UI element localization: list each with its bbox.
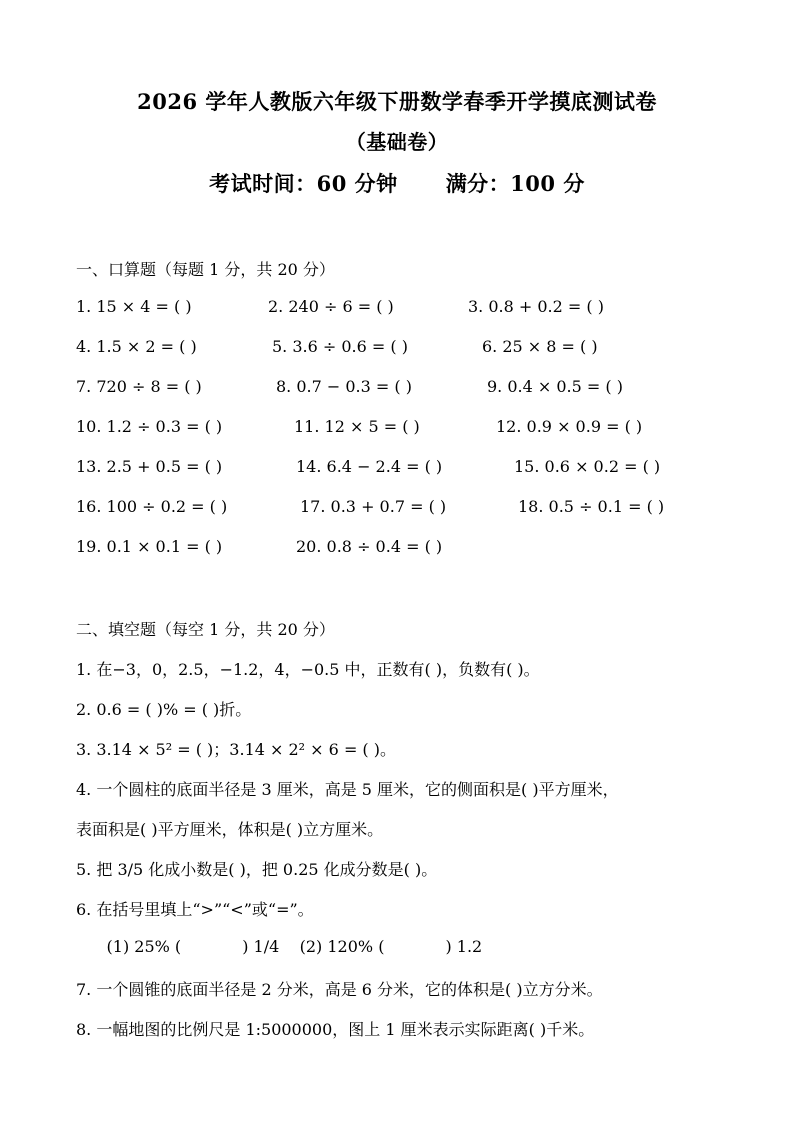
oral-question: 13. 2.5 + 0.5 = ( ) <box>76 457 223 476</box>
exam-time: 考试时间：60 分钟 <box>209 171 398 196</box>
oral-question: 16. 100 ÷ 0.2 = ( ) <box>76 497 228 516</box>
oral-question: 19. 0.1 × 0.1 = ( ) <box>76 537 223 556</box>
oral-question: 6. 25 × 8 = ( ) <box>482 337 598 356</box>
section-1-heading: 一、口算题（每题 1 分，共 20 分） <box>76 260 335 279</box>
fill-question: 7. 一个圆锥的底面半径是 2 分米，高是 6 分米，它的体积是( )立方分米。 <box>76 980 603 999</box>
exam-info <box>0 168 794 198</box>
fill-question: 4. 一个圆柱的底面半径是 3 厘米，高是 5 厘米，它的侧面积是( )平方厘米， <box>76 780 619 799</box>
fill-question: 3. 3.14 × 5² = ( )；3.14 × 2² × 6 = ( )。 <box>76 740 397 759</box>
oral-question: 15. 0.6 × 0.2 = ( ) <box>514 457 661 476</box>
oral-question: 7. 720 ÷ 8 = ( ) <box>76 377 202 396</box>
oral-question: 12. 0.9 × 0.9 = ( ) <box>496 417 643 436</box>
oral-question: 11. 12 × 5 = ( ) <box>294 417 420 436</box>
oral-question: 9. 0.4 × 0.5 = ( ) <box>487 377 623 396</box>
paper-title: 2026 学年人教版六年级下册数学春季开学摸底测试卷 <box>137 89 657 114</box>
fill-question: 6. 在括号里填上“>”“<”或“=”。 <box>76 900 314 919</box>
oral-question: 2. 240 ÷ 6 = ( ) <box>268 297 394 316</box>
oral-question: 8. 0.7 − 0.3 = ( ) <box>276 377 412 396</box>
compare-subquestions: (1) 25% ( ) 1/4 (2) 120% ( ) 1.2 <box>76 937 483 956</box>
oral-question: 17. 0.3 + 0.7 = ( ) <box>300 497 447 516</box>
fill-question: 2. 0.6 = ( )% = ( )折。 <box>76 700 252 719</box>
oral-question: 1. 15 × 4 = ( ) <box>76 297 192 316</box>
oral-question: 18. 0.5 ÷ 0.1 = ( ) <box>518 497 665 516</box>
fill-question: 8. 一幅地图的比例尺是 1:5000000，图上 1 厘米表示实际距离( )千米。 <box>76 1020 595 1039</box>
fill-question: 1. 在−3，0，2.5，−1.2，4，−0.5 中，正数有( )，负数有( )。 <box>76 660 540 679</box>
oral-question: 14. 6.4 − 2.4 = ( ) <box>296 457 443 476</box>
exam-score: 满分：100 分 <box>445 171 585 196</box>
oral-question: 4. 1.5 × 2 = ( ) <box>76 337 197 356</box>
fill-question: 5. 把 3/5 化成小数是( )，把 0.25 化成分数是( )。 <box>76 860 438 879</box>
oral-question: 5. 3.6 ÷ 0.6 = ( ) <box>272 337 408 356</box>
section-2-heading: 二、填空题（每空 1 分，共 20 分） <box>76 620 335 639</box>
paper-subtitle: （基础卷） <box>345 130 449 154</box>
oral-question: 3. 0.8 + 0.2 = ( ) <box>468 297 604 316</box>
oral-question: 10. 1.2 ÷ 0.3 = ( ) <box>76 417 223 436</box>
oral-question: 20. 0.8 ÷ 0.4 = ( ) <box>296 537 443 556</box>
fill-question-continued: 表面积是( )平方厘米，体积是( )立方厘米。 <box>76 820 384 839</box>
